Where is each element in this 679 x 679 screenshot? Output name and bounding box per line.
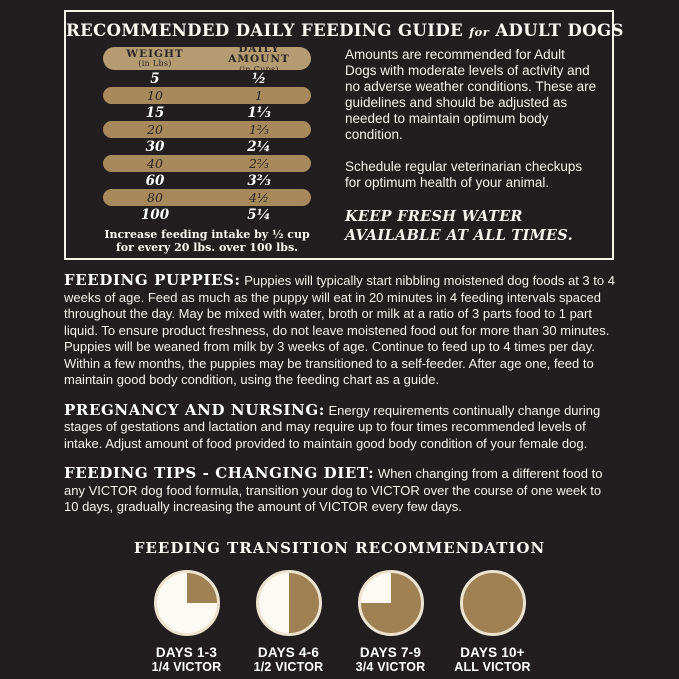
transition-pies [0, 570, 679, 675]
full-pie-icon [460, 570, 526, 636]
section-body: Puppies will typically start nibbling moistened dog foods at 3 to 4 weeks of age. Feed as much as the puppy will eat in 20 minutes in 4 feeding intervals spaced throughout the day. May be mixed with water, broth or milk at a ratio of 3 parts food to 1 part liquid. To ensure product freshness, do not leave moistened food out for more than 30 minutes. Puppies will be weaned from milk by 3 weeks of age. Continue to feed up to 4 times per day. Within a few months, the puppies may be transitioned to a self-feeder. After age one, feed to maintain good body condition, using the feeding chart as a guide. [64, 273, 615, 387]
header-amount [207, 44, 311, 74]
transition-step-2 [241, 570, 337, 675]
section-heading: FEEDING PUPPIES: [64, 271, 241, 289]
table-row [103, 104, 311, 121]
three-quarter-pie-icon [358, 570, 424, 636]
weight-cell: 60 [145, 172, 165, 189]
step-ratio: 1/4 VICTOR [151, 660, 222, 674]
transition-step-3 [343, 570, 439, 675]
section-pregnancy-nursing [64, 402, 616, 453]
header-weight-sub: (in Lbs) [138, 59, 172, 69]
quarter-pie-icon [154, 570, 220, 636]
section-body: Energy requirements continually change during stages of gestations and lactation and may require up to four times recommended levels of intake. Adjust amount of food provided to maintain good body condition of your female dog. [64, 402, 601, 451]
guide-title-pre: RECOMMENDED DAILY FEEDING GUIDE [66, 21, 464, 40]
guide-title-post: ADULT DOGS [495, 21, 624, 40]
table-row [103, 172, 311, 189]
amount-cell: 3⅔ [247, 172, 271, 189]
amount-cell: 2¼ [247, 138, 271, 155]
step-ratio: 3/4 VICTOR [355, 660, 426, 674]
step-ratio: ALL VICTOR [454, 660, 531, 674]
body-copy [64, 272, 616, 529]
weight-cell: 5 [150, 70, 160, 87]
step-ratio: 1/2 VICTOR [253, 660, 324, 674]
weight-cell: 40 [147, 156, 163, 171]
section-heading: PREGNANCY AND NURSING: [64, 400, 325, 419]
amount-cell: ½ [251, 70, 267, 87]
guide-title-for: for [469, 25, 490, 39]
step-days: DAYS 10+ [460, 645, 525, 660]
header-amount-sub: (in Cups) [239, 64, 279, 74]
header-weight [103, 49, 207, 69]
guide-title [66, 21, 624, 40]
feeding-transition-section [0, 539, 679, 675]
transition-step-1 [139, 570, 235, 675]
section-feeding-puppies [64, 272, 616, 389]
weight-cell: 15 [145, 104, 165, 121]
feeding-table-header [103, 42, 311, 74]
daily-feeding-guide-box [64, 10, 624, 260]
info-paragraph-2: Schedule regular veterinarian checkups for optimum health of your animal. [345, 159, 583, 190]
amount-cell: 1 [255, 88, 263, 103]
amount-cell: 1⅓ [247, 104, 271, 121]
table-row [103, 155, 311, 172]
table-row [103, 138, 311, 155]
half-pie-icon [256, 570, 322, 636]
section-feeding-tips [64, 465, 616, 516]
table-row [103, 121, 311, 138]
table-row [103, 87, 311, 104]
header-weight-label: WEIGHT [126, 47, 184, 60]
weight-cell: 20 [147, 122, 163, 137]
step-days: DAYS 7-9 [359, 645, 422, 660]
info-column [345, 47, 597, 254]
weight-cell: 100 [140, 206, 170, 223]
table-row [103, 70, 311, 87]
step-days: DAYS 1-3 [155, 645, 218, 660]
section-heading: FEEDING TIPS - CHANGING DIET: [64, 464, 375, 482]
guide-box-content [66, 42, 612, 254]
step-days: DAYS 4-6 [257, 645, 320, 660]
keep-fresh-water-notice: KEEP FRESH WATER AVAILABLE AT ALL TIMES. [345, 208, 573, 244]
section-body: When changing from a different food to any VICTOR dog food formula, transition your dog to VICTOR over the course of one week to 10 days, gradually increasing the amount of VICTOR every few days. [64, 466, 603, 514]
info-paragraph-1: Amounts are recommended for Adult Dogs with moderate levels of activity and no adverse weather conditions. These are guidelines and should be adjusted as needed to maintain optimum body condition. [345, 47, 597, 142]
amount-cell: 5¼ [247, 206, 271, 223]
table-row [103, 206, 311, 223]
header-amount-label: DAILY AMOUNT [228, 42, 290, 65]
amount-cell: 1⅔ [248, 122, 270, 137]
amount-cell: 4½ [248, 190, 270, 205]
transition-step-4 [445, 570, 541, 675]
table-row [103, 189, 311, 206]
weight-cell: 10 [147, 88, 163, 103]
table-note: Increase feeding intake by ½ cup for every 20 lbs. over 100 lbs. [104, 228, 310, 254]
transition-heading: FEEDING TRANSITION RECOMMENDATION [133, 539, 546, 557]
amount-cell: 2⅔ [248, 156, 270, 171]
weight-cell: 80 [147, 190, 163, 205]
feeding-table [103, 42, 311, 254]
weight-cell: 30 [145, 138, 165, 155]
